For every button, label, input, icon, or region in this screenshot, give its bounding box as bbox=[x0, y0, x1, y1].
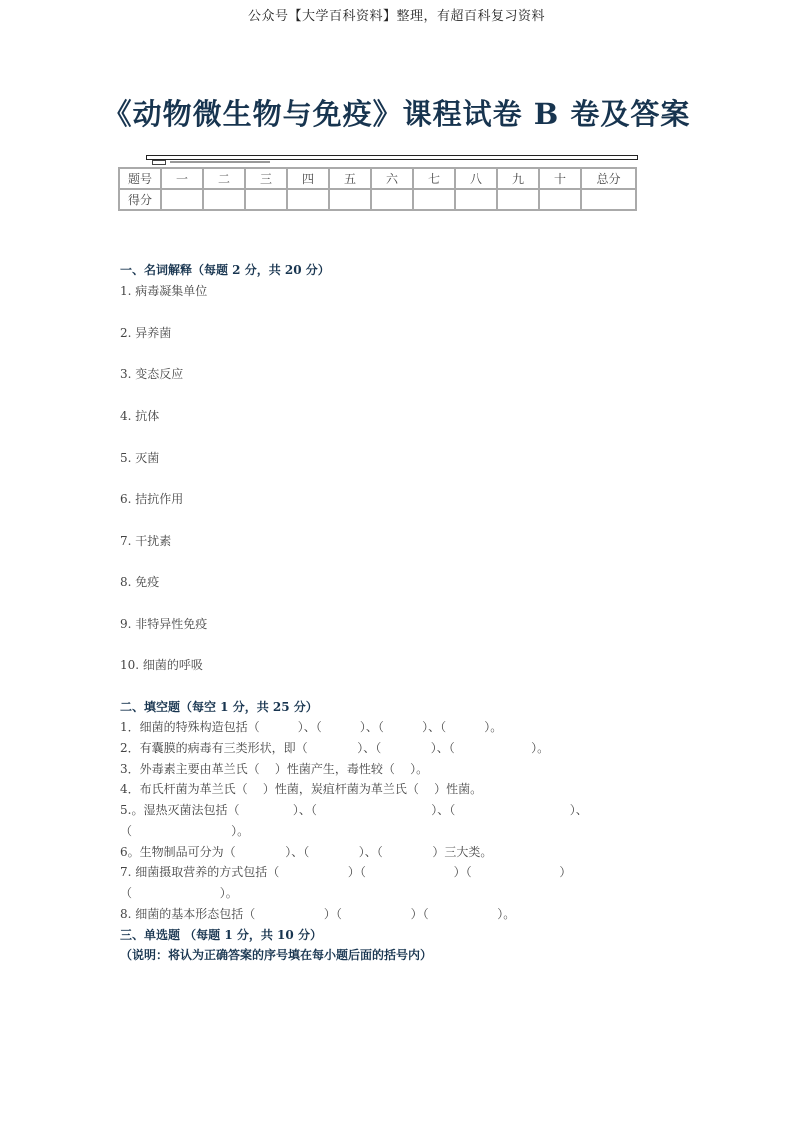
col-2: 二 bbox=[203, 168, 245, 189]
fill-item: 4．布氏杆菌为革兰氏（ ）性菌，炭疽杆菌为革兰氏（ ）性菌。 bbox=[120, 782, 483, 796]
term-item: 4. 抗体 bbox=[120, 409, 160, 423]
score-cell-6 bbox=[371, 189, 413, 210]
col-1: 一 bbox=[161, 168, 203, 189]
score-table bbox=[118, 167, 637, 211]
col-9: 九 bbox=[497, 168, 539, 189]
section2-title: 二、填空题（每空 1 分，共 25 分） bbox=[120, 700, 318, 714]
score-cell-8 bbox=[455, 189, 497, 210]
col-8: 八 bbox=[455, 168, 497, 189]
score-cell-7 bbox=[413, 189, 455, 210]
row-label-score: 得分 bbox=[119, 189, 161, 210]
header-note: 公众号【大学百科资料】整理，有超百科复习资料 bbox=[247, 9, 545, 24]
term-item: 2. 异养菌 bbox=[120, 326, 172, 340]
col-10: 十 bbox=[539, 168, 581, 189]
col-7: 七 bbox=[413, 168, 455, 189]
col-6: 六 bbox=[371, 168, 413, 189]
section3-note: （说明：将认为正确答案的序号填在每小题后面的括号内） bbox=[120, 948, 433, 962]
tiny-note bbox=[152, 160, 282, 164]
term-item: 10. 细菌的呼吸 bbox=[120, 658, 203, 672]
fill-item-continued: （ ）。 bbox=[120, 886, 238, 900]
score-table-header-row bbox=[119, 168, 636, 189]
score-cell-10 bbox=[539, 189, 581, 210]
row-label-question-number: 题号 bbox=[119, 168, 161, 189]
fill-item: 5.。湿热灭菌法包括（ ）、（ ）、（ ）、 bbox=[120, 803, 588, 817]
term-item: 5. 灭菌 bbox=[120, 451, 160, 465]
term-item: 8. 免疫 bbox=[120, 575, 160, 589]
score-cell-2 bbox=[203, 189, 245, 210]
term-item: 3. 变态反应 bbox=[120, 367, 184, 381]
score-cell-3 bbox=[245, 189, 287, 210]
score-cell-1 bbox=[161, 189, 203, 210]
term-item: 7. 干扰素 bbox=[120, 534, 172, 548]
score-cell-5 bbox=[329, 189, 371, 210]
section3-title: 三、单选题 （每题 1 分，共 10 分） bbox=[120, 928, 322, 942]
page-title: 《动物微生物与免疫》课程试卷 B 卷及答案 bbox=[102, 97, 691, 131]
fill-item: 7. 细菌摄取营养的方式包括（ ）（ ）（ ） bbox=[120, 865, 572, 879]
fill-item: 8. 细菌的基本形态包括（ ）（ ）（ ）。 bbox=[120, 907, 516, 921]
term-item: 9. 非特异性免疫 bbox=[120, 617, 208, 631]
score-cell-4 bbox=[287, 189, 329, 210]
score-cell-total bbox=[581, 189, 636, 210]
col-total: 总分 bbox=[581, 168, 636, 189]
fill-item-continued: （ ）。 bbox=[120, 824, 250, 838]
fill-item: 1．细菌的特殊构造包括（ ）、（ ）、（ ）、（ ）。 bbox=[120, 720, 503, 734]
col-5: 五 bbox=[329, 168, 371, 189]
fill-item: 3．外毒素主要由革兰氏（ ）性菌产生，毒性较（ ）。 bbox=[120, 762, 429, 776]
section1-title: 一、名词解释（每题 2 分，共 20 分） bbox=[120, 263, 330, 277]
fill-item: 6。生物制品可分为（ ）、（ ）、（ ）三大类。 bbox=[120, 845, 493, 859]
fill-item: 2．有囊膜的病毒有三类形状，即（ ）、（ ）、（ ）。 bbox=[120, 741, 550, 755]
col-3: 三 bbox=[245, 168, 287, 189]
col-4: 四 bbox=[287, 168, 329, 189]
score-table-score-row bbox=[119, 189, 636, 210]
term-item: 6. 拮抗作用 bbox=[120, 492, 184, 506]
score-cell-9 bbox=[497, 189, 539, 210]
term-item: 1. 病毒凝集单位 bbox=[120, 284, 208, 298]
